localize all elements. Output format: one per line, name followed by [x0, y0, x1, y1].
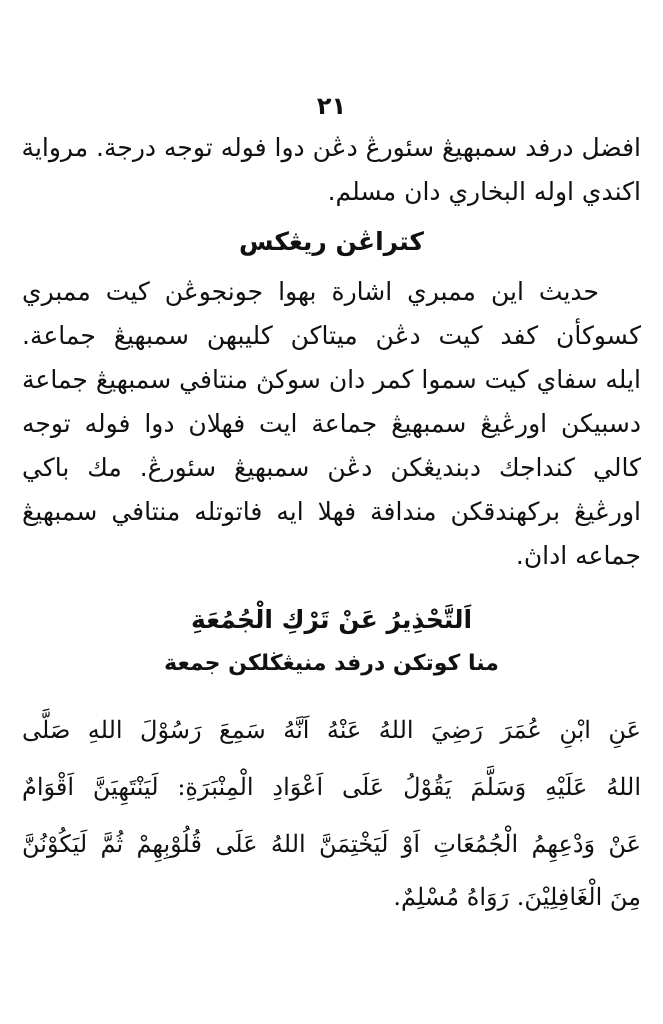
hadith-line: اللهُ عَلَيْهِ وَسَلَّمَ يَقُوْلُ عَلَى اَعْوَادِ الْمِنْبَرَةِ: لَيَنْتَهِيَنَّ اَقْوَامٌ — [22, 773, 641, 801]
section-heading: اَلتَّحْذِيرُ عَنْ تَرْكِ الْجُمُعَةِ — [190, 605, 473, 634]
section-subtitle: منا كوتكن درفد منيڠڬلكن جمعة — [164, 651, 499, 676]
paragraph-line: اورڠيڠ بركهندقكن مندافة فهلا ايه فاتوتله منتافي سمبهيڠ — [22, 497, 641, 526]
paragraph-line: كالي كنداجك دبنديڠكن دڠن سمبهيڠ سئورڠ. مك باكي — [22, 453, 641, 482]
paragraph-line: جماعه اداڽ. — [515, 541, 641, 570]
hadith-line: مِنَ الْغَافِلِيْنَ. رَوَاهُ مُسْلِمٌ. — [393, 883, 641, 911]
hadith-line: عَنِ ابْنِ عُمَرَ رَضِيَ اللهُ عَنْهُ اَنَّهُ سَمِعَ رَسُوْلَ اللهِ صَلَّى — [22, 716, 641, 744]
paragraph-line: حديث اين ممبري اشارة بهوا جونجوڠن كيت ممبري — [22, 277, 599, 306]
paragraph-line: دسبيكن اورڠيڠ سمبهيڠ جماعة ايت فهلان دوا فوله توجه — [22, 409, 641, 438]
page-number: ٢١ — [316, 92, 347, 120]
paragraph-line: ايله سفاي كيت سموا كمر دان سوكڽ منتافي سمبهيڠ جماعة — [22, 365, 641, 394]
section-heading: كتراڠن ريڠكس — [239, 227, 424, 256]
hadith-line: عَنْ وَدْعِهِمُ الْجُمُعَاتِ اَوْ لَيَخْتِمَنَّ اللهُ عَلَى قُلُوْبِهِمْ ثُمَّ لَيَكُوْنُنَّ — [22, 830, 641, 858]
paragraph-line: افضل درفد سمبهيڠ سئورڠ دڠن دوا فوله توجه درجة. مرواية — [22, 133, 641, 162]
paragraph-line: كسوكأن كفد كيت دڠن ميتاكن كليبهن سمبهيڠ جماعة. — [22, 321, 641, 350]
paragraph-line: اكندي اوله البخاري دان مسلم. — [327, 177, 641, 206]
